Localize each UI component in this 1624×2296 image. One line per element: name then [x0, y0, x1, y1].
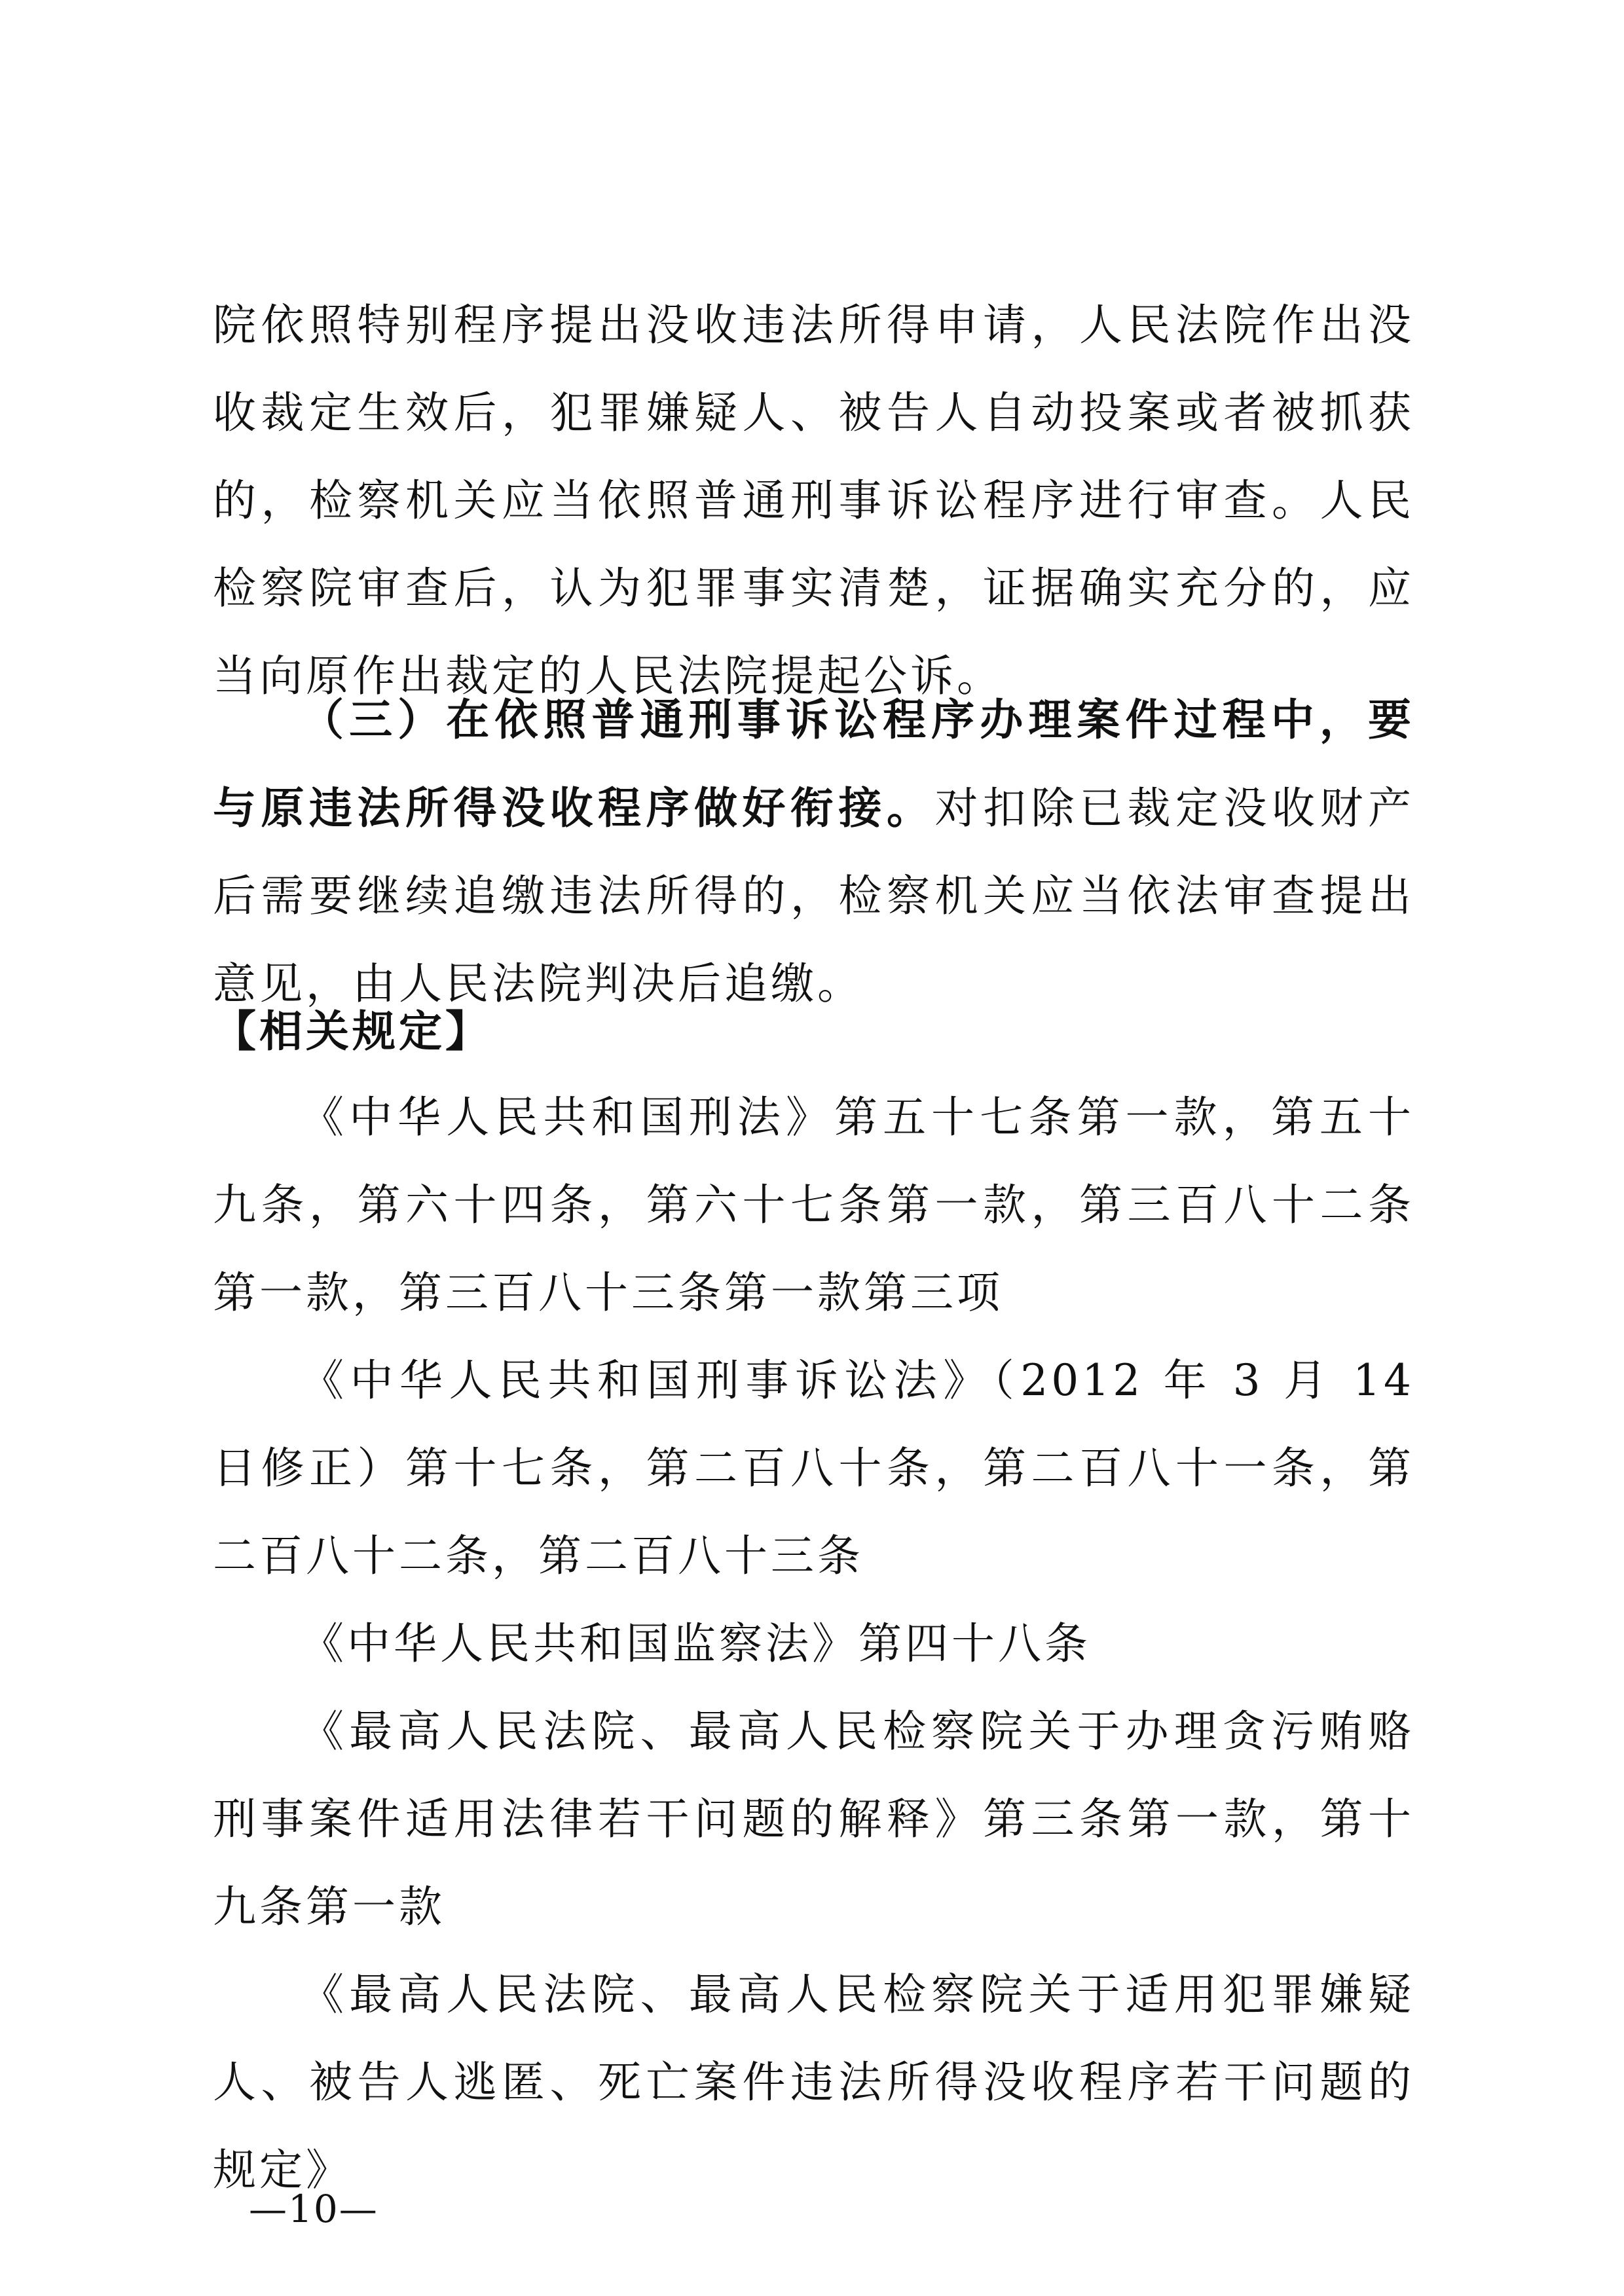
paragraph-item-three	[213, 676, 1414, 1028]
paragraph-lead-sentence: （三）在依照普通刑事诉讼程序办理案件过程中，要与原违法所得没收程序做好衔接。	[213, 694, 1414, 833]
regulation-item: 《最高人民法院、最高人民检察院关于适用犯罪嫌疑人、被告人逃匿、死亡案件违法所得没收程序若干问题的规定》	[213, 1969, 1414, 2195]
paragraph-continued: 院依照特别程序提出没收违法所得申请，人民法院作出没收裁定生效后，犯罪嫌疑人、被告人自动投案或者被抓获的，检察机关应当依照普通刑事诉讼程序进行审查。人民检察院审查后，认为犯罪事实清楚，证据确实充分的，应当向原作出裁定的人民法院提起公诉。	[213, 300, 1414, 701]
section-heading: 【相关规定】	[213, 1006, 492, 1057]
paragraph-rest: 对扣除已裁定没收财产后需要继续追缴违法所得的，检察机关应当依法审查提出意见，由人民法院判决后追缴。	[213, 783, 1414, 1009]
regulation-item: 《中华人民共和国刑事诉讼法》（2012 年 3 月 14 日修正）第十七条，第二百八十条，第二百八十一条，第二百八十二条，第二百八十三条	[213, 1355, 1414, 1581]
regulation-item: 《最高人民法院、最高人民检察院关于办理贪污贿赂刑事案件适用法律若干问题的解释》第三条第一款，第十九条第一款	[213, 1706, 1414, 1932]
regulation-item: 《中华人民共和国刑法》第五十七条第一款，第五十九条，第六十四条，第六十七条第一款，第三百八十二条第一款，第三百八十三条第一款第三项	[213, 1092, 1414, 1318]
page-number: —10—	[249, 2187, 378, 2231]
regulations-list	[213, 1074, 1414, 2214]
regulation-item: 《中华人民共和国监察法》第四十八条	[301, 1618, 1091, 1669]
